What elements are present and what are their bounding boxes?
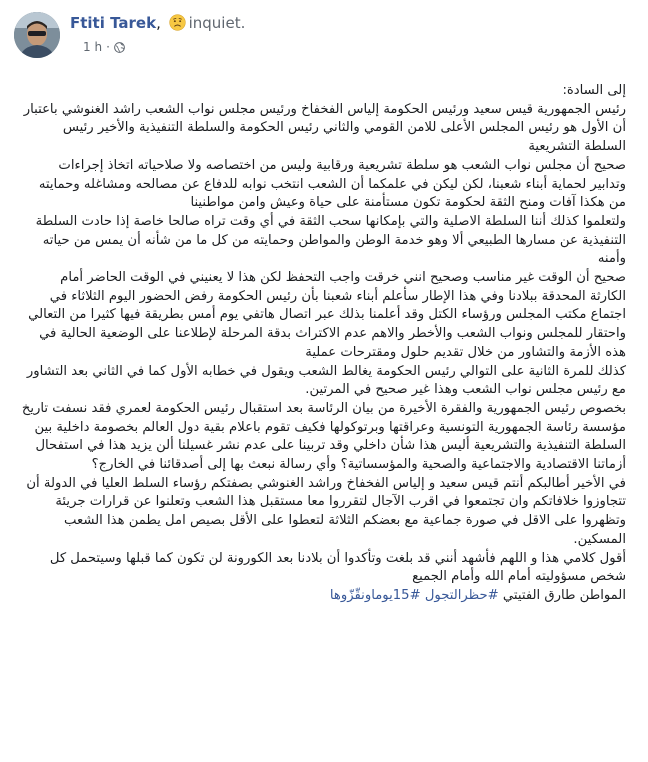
post-signature: المواطن طارق الفتيتي bbox=[502, 587, 626, 603]
author-name[interactable]: Ftiti Tarek bbox=[70, 14, 157, 32]
post-time[interactable]: 1 h bbox=[83, 40, 103, 54]
post-header-line: Ftiti Tarek, inquiet. bbox=[70, 14, 246, 32]
post-paragraph: صحيح أن مجلس نواب الشعب هو سلطة تشريعية ورقابية وليس من اختصاصه ولا صلاحياته اتخاذ إجراءات وتدابير لحماية أبناء شعبنا، لكن ليكن في علمكما أن الشعب انتخب نوابه للدفاع عن مصالحه ومشاغله وحمايته من هكذا آفات ومنح الثقة لحكومة تكون مستأمنة على حياة وعيش وامن مواطنينا bbox=[38, 157, 626, 211]
post-body bbox=[20, 60, 626, 606]
post-meta bbox=[83, 40, 125, 54]
feeling-text: inquiet. bbox=[188, 14, 246, 32]
post-paragraph: كذلك للمرة الثانية على التوالي رئيس الحكومة يغالط الشعب ويقول في خطابه الأول كما في الثاني بعد التشاور مع رئيس مجلس نواب الشعب وهذا غير صحيح في المرتين. bbox=[26, 363, 626, 398]
post-paragraph: صحيح أن الوقت غير مناسب وصحيح انني خرقت واجب التحفظ لكن هذا لا يعنيني في الوقت الحاضر أمام الكارثة المحدقة ببلادنا وفي هذا الإطار سأعلم أبناء شعبنا بأن رئيس الحكومة رفض الحضور اليوم الثلاثاء في اجتماع مكتب المجلس ورؤساء الكتل وقد أعلمنا بذلك عبر اتصال هاتفي يوم أمس بطريقة فيها كثيرا من التعالي واحتقار للمجلس ونواب الشعب والأخطر والاهم عدم الاكتراث بدقة المرحلة لإطلاعنا على الوضعية الحالية في هذه الأزمة والتشاور من خلال تقديم حلول ومقترحات عملية bbox=[28, 270, 626, 360]
worried-face-emoji-icon bbox=[169, 14, 186, 31]
post-paragraph: في الأخير أطالبكم أنتم قيس سعيد و إلياس الفخفاخ وراشد الغنوشي بصفتكم رؤساء السلط العليا في الدولة أن تتجاوزوا خلافاتكم وان تجتمعوا في اقرب الآجال لتقرروا معا مستقبل هذا الشعب وتعلنوا عن قرارات جريئة وتظهروا على الاقل في صورة جماعية مع بعضكم الثلاثة لتعطوا على الأقل بصيص امل يطمن هذا الشعب المسكين. bbox=[26, 475, 626, 547]
post-hashtags[interactable]: #حظرالتجول #15يوماونقّزّوها bbox=[329, 587, 499, 603]
author-avatar[interactable] bbox=[14, 12, 60, 58]
post-paragraph: رئيس الجمهورية قيس سعيد ورئيس الحكومة إلياس الفخفاخ ورئيس مجلس نواب الشعب راشد الغنوشي باعتبار أن الأول هو رئيس المجلس الأعلى للامن القومي والثاني رئيس الحكومة والسلطة التنفيذية والأخير رئيس السلطة التشريعية bbox=[23, 101, 626, 155]
post-paragraph: بخصوص رئيس الجمهورية والفقرة الأخيرة من بيان الرئاسة بعد استقبال رئيس الحكومة لعمري فقد نسفت تاريخ مؤسسة رئاسة الجمهورية التونسية وعراقتها وبرتوكولها فكيف تقوم باعلام بقية دول العالم بخصومة داخلية بين السلطة التنفيذية والتشريعية أليس هذا شأن داخلي وقد تربينا على عدم نشر غسيلنا ألن يزيد هذا في استفحال أزماتنا الاقتصادية والاجتماعية والصحية والمؤسساتية؟ وأي رسالة نبعث بها إلى أصدقائنا في الخارج؟ bbox=[21, 400, 626, 473]
post-paragraph: ولتعلموا كذلك أننا السلطة الاصلية والتي بإمكانها سحب الثقة في أي وقت تراه صالحا خاصة إذا حادت السلطة التنفيذية عن مسارها الطبيعي ألا وهو خدمة الوطن والمواطن وحمايته من كل ما من شأنه أن يمس من حياته وأمنه bbox=[35, 213, 626, 267]
meta-separator: · bbox=[106, 40, 110, 54]
post-signature-line bbox=[20, 587, 626, 606]
globe-icon[interactable] bbox=[114, 42, 125, 53]
post-greeting: إلى السادة: bbox=[562, 83, 626, 98]
post-paragraph: أقول كلامي هذا و اللهم فأشهد أنني قد بلغت وتأكدوا أن بلادنا بعد الكورونة لن تكون كما قبلها وسيتحمل كل شخص مسؤوليته أمام الله وأمام الجميع bbox=[49, 550, 626, 585]
